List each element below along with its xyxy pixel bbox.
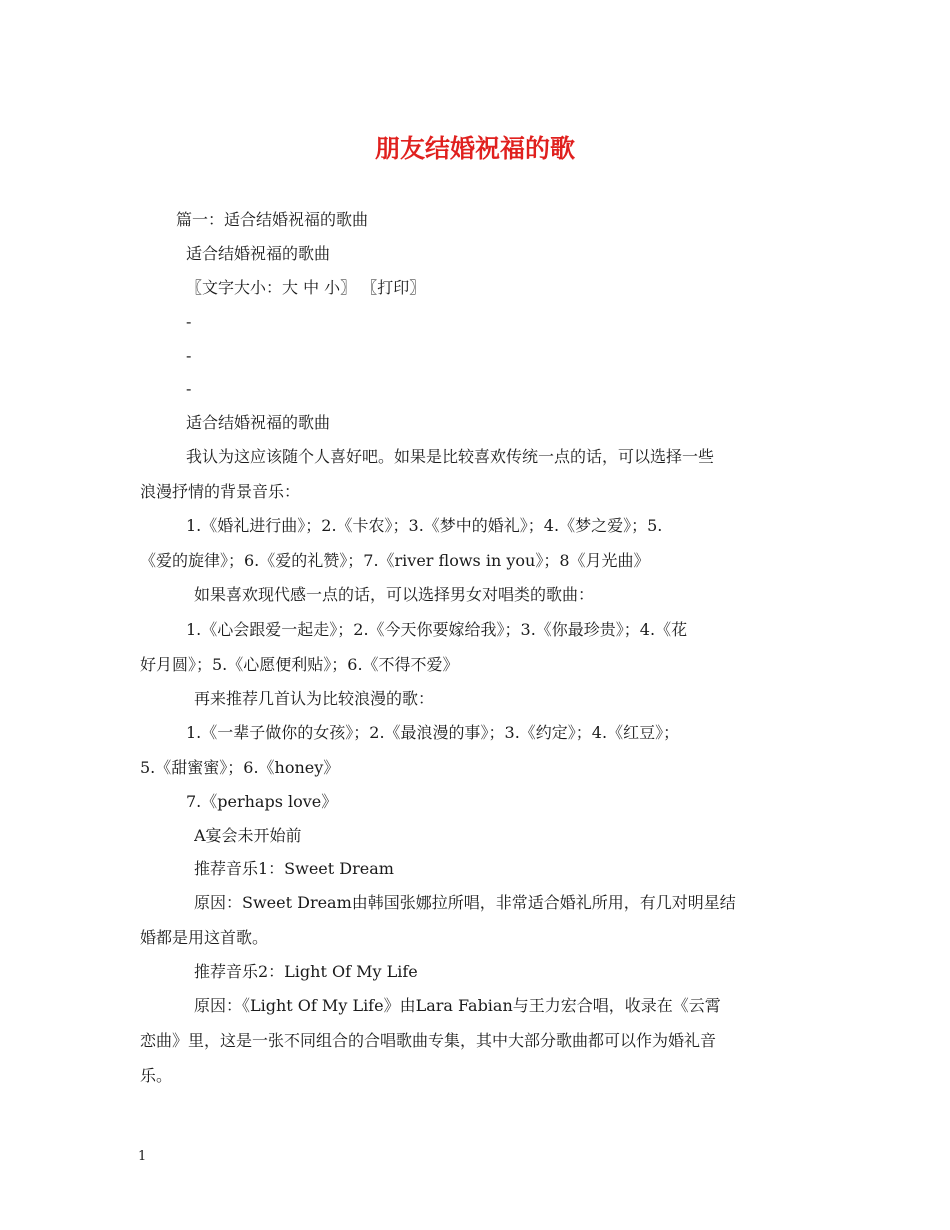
page-number: 1 — [138, 1149, 147, 1164]
paragraph-line: 婚都是用这首歌。 — [140, 928, 269, 947]
paragraph-line: 我认为这应该随个人喜好吧。如果是比较喜欢传统一点的话，可以选择一些 — [186, 447, 715, 466]
paragraph-line: 乐。 — [140, 1066, 173, 1085]
dash-line: - — [186, 379, 192, 398]
dash-line: - — [186, 346, 192, 365]
song-list-line: 《爱的旋律》；6.《爱的礼赞》；7.《river flows in you》；8《月光曲》 — [140, 551, 650, 570]
paragraph-line: A宴会未开始前 — [194, 826, 302, 845]
song-list-line: 7.《perhaps love》 — [186, 792, 338, 811]
song-list-line: 好月圆》；5.《心愿便利贴》；6.《不得不爱》 — [140, 655, 459, 674]
dash-line: - — [186, 312, 192, 331]
section-heading: 篇一：适合结婚祝福的歌曲 — [176, 210, 369, 229]
paragraph-line: 再来推荐几首认为比较浪漫的歌： — [194, 689, 435, 708]
song-list-line: 1.《心会跟爱一起走》；2.《今天你要嫁给我》；3.《你最珍贵》；4.《花 — [186, 620, 688, 639]
paragraph-line: 如果喜欢现代感一点的话，可以选择男女对唱类的歌曲： — [194, 585, 595, 604]
subheading: 适合结婚祝福的歌曲 — [186, 413, 331, 432]
page-title: 朋友结婚祝福的歌 — [374, 134, 575, 163]
paragraph-line: 推荐音乐2：Light Of My Life — [194, 962, 418, 981]
paragraph-line: 恋曲》里，这是一张不同组合的合唱歌曲专集，其中大部分歌曲都可以作为婚礼音 — [140, 1031, 717, 1050]
song-list-line: 1.《一辈子做你的女孩》；2.《最浪漫的事》；3.《约定》；4.《红豆》； — [186, 723, 680, 742]
paragraph-line: 原因：Sweet Dream由韩国张娜拉所唱，非常适合婚礼所用，有几对明星结 — [194, 893, 736, 912]
subheading: 适合结婚祝福的歌曲 — [186, 244, 331, 263]
paragraph-line: 原因：《Light Of My Life》由Lara Fabian与王力宏合唱，收录在《云霄 — [194, 996, 721, 1015]
paragraph-line: 推荐音乐1：Sweet Dream — [194, 859, 394, 878]
song-list-line: 1.《婚礼进行曲》；2.《卡农》；3.《梦中的婚礼》；4.《梦之爱》；5. — [186, 516, 663, 535]
song-list-line: 5.《甜蜜蜜》；6.《honey》 — [140, 758, 340, 777]
paragraph-line: 浪漫抒情的背景音乐： — [140, 482, 301, 501]
font-size-print-links: 〖文字大小：大 中 小〗 〖打印〗 — [186, 278, 426, 297]
